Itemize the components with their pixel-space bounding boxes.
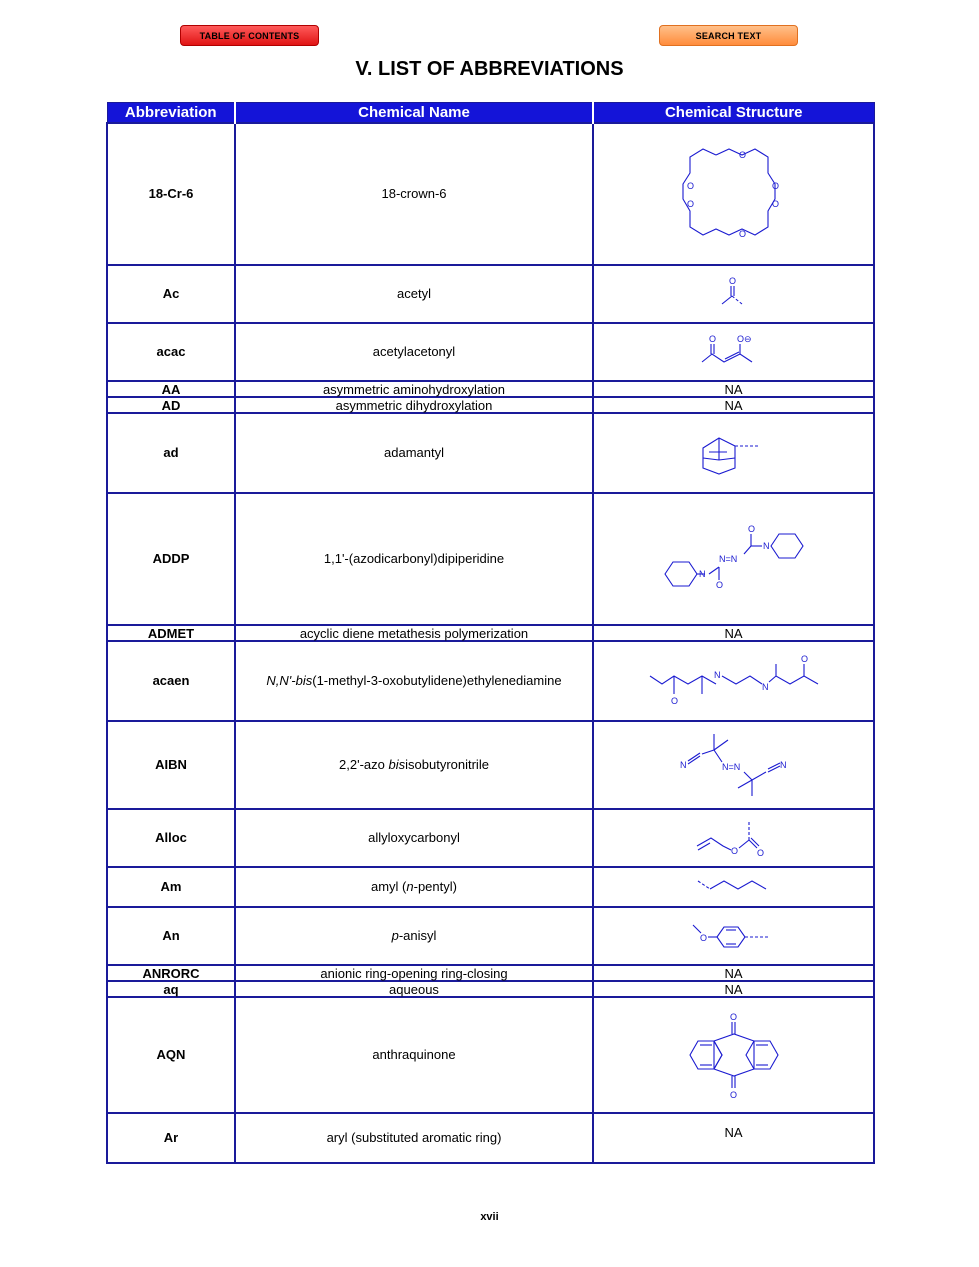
name-cell: allyloxycarbonyl: [235, 809, 593, 867]
svg-text:N: N: [779, 759, 786, 770]
structure-cell: [593, 721, 874, 809]
name-cell: aryl (substituted aromatic ring): [235, 1113, 593, 1163]
abbr-cell: ADDP: [107, 493, 235, 625]
svg-text:O: O: [738, 150, 746, 160]
abbr-cell: AA: [107, 381, 235, 397]
name-rest: (1-methyl-3-oxobutylidene)ethylenediamine: [312, 673, 562, 688]
structure-cell: [593, 809, 874, 867]
table-row: [107, 867, 874, 907]
header-chemical-name: Chemical Name: [235, 103, 593, 124]
table-row: [107, 981, 874, 997]
svg-text:O: O: [686, 181, 694, 191]
structure-cell: NA: [593, 965, 874, 981]
table-row: [107, 907, 874, 965]
acetyl-structure-icon: [714, 274, 754, 314]
structure-cell: NA: [593, 625, 874, 641]
table-row: [107, 323, 874, 381]
svg-text:O: O: [729, 1012, 737, 1022]
name-cell: 18-crown-6: [235, 123, 593, 265]
svg-text:O: O: [686, 199, 694, 209]
amyl-structure-icon: [694, 875, 774, 900]
abbr-cell: AIBN: [107, 721, 235, 809]
structure-cell: [593, 997, 874, 1113]
structure-cell: [593, 641, 874, 721]
abbr-cell: Alloc: [107, 809, 235, 867]
name-rest: -anisyl: [398, 928, 437, 943]
abbr-cell: ad: [107, 413, 235, 493]
table-row: [107, 381, 874, 397]
name-italic: p: [391, 928, 399, 943]
svg-text:N: N: [698, 568, 705, 579]
table-row: [107, 965, 874, 981]
alloc-structure-icon: [689, 816, 779, 861]
anisyl-structure-icon: [689, 919, 779, 954]
structure-cell: [593, 907, 874, 965]
adamantyl-structure-icon: [699, 428, 769, 478]
page-number: xvii: [480, 1211, 499, 1223]
table-row: [107, 1113, 874, 1163]
svg-text:O: O: [747, 523, 755, 534]
structure-cell: NA: [593, 1113, 874, 1163]
abbr-cell: acac: [107, 323, 235, 381]
name-cell: acyclic diene metathesis polymerization: [235, 625, 593, 641]
abbr-cell: ADMET: [107, 625, 235, 641]
name-cell: [235, 641, 593, 721]
name-pre: amyl (: [371, 879, 407, 894]
addp-structure-icon: [659, 522, 809, 597]
table-row: [107, 397, 874, 413]
structure-cell: NA: [593, 397, 874, 413]
crown-ether-structure-icon: [674, 139, 794, 249]
search-text-button[interactable]: SEARCH TEXT: [659, 25, 798, 46]
svg-text:O: O: [699, 932, 707, 943]
abbr-cell: ANRORC: [107, 965, 235, 981]
name-cell: [235, 867, 593, 907]
header-chemical-structure: Chemical Structure: [593, 103, 874, 124]
abbr-cell: aq: [107, 981, 235, 997]
svg-text:O: O: [771, 181, 779, 191]
structure-cell: [593, 413, 874, 493]
svg-text:N=N: N=N: [718, 553, 737, 564]
abbr-cell: Ar: [107, 1113, 235, 1163]
table-row: [107, 809, 874, 867]
structure-cell: [593, 867, 874, 907]
abbr-cell: An: [107, 907, 235, 965]
svg-text:N: N: [679, 759, 686, 770]
table-row: [107, 641, 874, 721]
svg-text:O: O: [800, 653, 808, 664]
header-abbreviation: Abbreviation: [107, 103, 235, 124]
svg-text:N: N: [762, 540, 769, 551]
name-italic: n: [406, 879, 414, 894]
svg-text:O: O: [771, 199, 779, 209]
abbr-cell: AD: [107, 397, 235, 413]
page-title: V. LIST OF ABBREVIATIONS: [355, 58, 624, 80]
structure-cell: [593, 493, 874, 625]
table-row: [107, 123, 874, 265]
table-header-row: [107, 103, 874, 124]
svg-text:N: N: [761, 681, 768, 692]
table-row: [107, 493, 874, 625]
abbreviations-table: [106, 102, 875, 1164]
table-of-contents-button[interactable]: TABLE OF CONTENTS: [180, 25, 319, 46]
svg-text:O: O: [738, 229, 746, 239]
name-cell: [235, 721, 593, 809]
table-row: [107, 997, 874, 1113]
name-cell: asymmetric dihydroxylation: [235, 397, 593, 413]
name-cell: asymmetric aminohydroxylation: [235, 381, 593, 397]
structure-cell: [593, 123, 874, 265]
structure-cell: NA: [593, 981, 874, 997]
svg-text:O: O: [715, 579, 723, 590]
name-cell: [235, 907, 593, 965]
structure-cell: NA: [593, 381, 874, 397]
name-cell: acetylacetonyl: [235, 323, 593, 381]
acaen-structure-icon: [644, 654, 824, 709]
abbr-cell: 18-Cr-6: [107, 123, 235, 265]
name-rest: -pentyl): [413, 879, 457, 894]
abbr-cell: AQN: [107, 997, 235, 1113]
name-cell: aqueous: [235, 981, 593, 997]
svg-text:O: O: [729, 1090, 737, 1100]
abbr-cell: Ac: [107, 265, 235, 323]
svg-text:O: O: [708, 334, 716, 344]
name-rest: isobutyronitrile: [405, 757, 489, 772]
name-cell: anthraquinone: [235, 997, 593, 1113]
svg-text:O: O: [728, 276, 736, 286]
table-row: [107, 413, 874, 493]
name-cell: 1,1'-(azodicarbonyl)dipiperidine: [235, 493, 593, 625]
structure-cell: [593, 265, 874, 323]
acetylacetonate-structure-icon: [694, 332, 774, 372]
table-row: [107, 265, 874, 323]
abbr-cell: Am: [107, 867, 235, 907]
svg-text:O: O: [730, 845, 738, 856]
table-row: [107, 625, 874, 641]
structure-cell: [593, 323, 874, 381]
svg-text:O: O: [756, 847, 764, 858]
name-cell: acetyl: [235, 265, 593, 323]
svg-text:N: N: [713, 669, 720, 680]
svg-text:O: O: [670, 695, 678, 706]
table-row: [107, 721, 874, 809]
svg-text:O⊖: O⊖: [736, 334, 752, 344]
name-italic: bis: [388, 757, 406, 772]
abbr-cell: acaen: [107, 641, 235, 721]
aibn-structure-icon: [674, 728, 794, 803]
name-cell: adamantyl: [235, 413, 593, 493]
name-cell: anionic ring-opening ring-closing: [235, 965, 593, 981]
name-italic: N,N'-bis: [266, 673, 313, 688]
anthraquinone-structure-icon: [684, 1010, 784, 1100]
name-pre: 2,2'-azo: [339, 757, 389, 772]
svg-text:N=N: N=N: [721, 761, 740, 772]
